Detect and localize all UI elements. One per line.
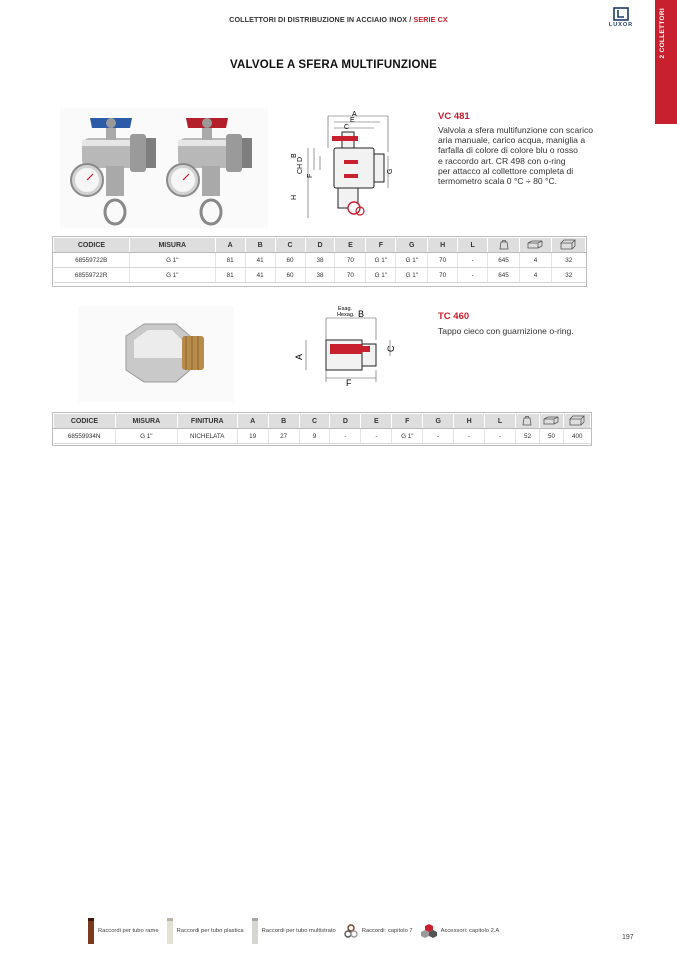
table-cell: G 1": [366, 253, 396, 268]
legend-label: Raccordi: capitolo 7: [361, 928, 413, 934]
table-cell: -: [330, 429, 361, 444]
col-header-box-small: [520, 238, 552, 253]
page-title: VALVOLE A SFERA MULTIFUNZIONE: [229, 59, 438, 71]
col-header-misura: MISURA: [129, 238, 215, 253]
dim-label-ch-d: CH D: [297, 156, 304, 174]
bag-icon: [499, 239, 509, 250]
col-header-misura: MISURA: [115, 414, 177, 429]
col-header-e: E: [335, 238, 366, 253]
table-cell: 60: [275, 253, 305, 268]
multilayer-pipe-icon: [252, 918, 258, 944]
legend-label: Raccordi per tubo rame: [98, 928, 159, 934]
plastic-pipe-icon: [167, 918, 173, 944]
col-header-f: F: [392, 414, 423, 429]
col-header-finitura: FINITURA: [177, 414, 237, 429]
footer-legend: [88, 918, 507, 944]
legend-item-accessories: [421, 924, 500, 938]
fittings-rings-icon: [344, 924, 358, 938]
table-cell: 70: [428, 253, 458, 268]
product1-description-line: farfalla di colore di colore blu o rosso: [438, 145, 578, 156]
legend-item-fittings: [344, 924, 413, 938]
col-header-a: A: [237, 414, 268, 429]
table-cell: -: [423, 429, 454, 444]
table-cell: -: [458, 253, 488, 268]
col-header-l: L: [458, 238, 488, 253]
col-header-codice: CODICE: [54, 238, 130, 253]
table-cell: G 1": [129, 253, 215, 268]
cap-image: [126, 324, 204, 382]
product1-description-line: e raccordo art. CR 498 con o-ring: [438, 155, 566, 166]
dim-label-g: G: [387, 168, 394, 174]
legend-label: Accessori: capitolo 2.A: [440, 928, 500, 934]
table-cell: -: [454, 429, 485, 444]
bag-icon: [522, 415, 532, 426]
table-cell: 52: [516, 429, 540, 444]
hex-label-top: Esag.: [338, 306, 353, 312]
table-row: [54, 253, 586, 268]
dim-label-a: A: [294, 353, 304, 360]
table-row: [54, 429, 591, 444]
col-header-box-large: [551, 238, 585, 253]
col-header-c: C: [299, 414, 330, 429]
table-cell: 38: [305, 268, 335, 283]
table-cell: 68559934N: [54, 429, 116, 444]
col-header-codice: CODICE: [54, 414, 116, 429]
product2-code: TC 460: [438, 311, 470, 322]
table-cell: -: [361, 429, 392, 444]
col-header-c: C: [275, 238, 305, 253]
dim-label-f: F: [346, 378, 352, 388]
table-header-row: [54, 414, 591, 429]
col-header-a: A: [215, 238, 245, 253]
col-header-g: G: [396, 238, 428, 253]
dim-label-h: H: [291, 194, 298, 200]
table-cell: 70: [335, 253, 366, 268]
table-cell: 27: [268, 429, 299, 444]
table-cell: 60: [275, 268, 305, 283]
product1-description: [438, 125, 638, 186]
product1-description-line: per attacco al collettore completa di: [438, 165, 574, 176]
col-header-box-large: [563, 414, 590, 429]
valve-technical-drawing: [288, 108, 410, 228]
table-cell: 41: [245, 268, 275, 283]
product1-description-line: termometro scala 0 °C ÷ 80 °C.: [438, 176, 558, 187]
col-header-bag: [516, 414, 540, 429]
product1-code: VC 481: [438, 111, 470, 122]
dim-label-a: A: [352, 111, 357, 118]
table-cell: 81: [215, 253, 245, 268]
table-cell: 645: [488, 253, 520, 268]
header-title: [0, 15, 677, 24]
table-row: [54, 268, 586, 283]
table-cell: G 1": [115, 429, 177, 444]
box-large-icon: [569, 415, 585, 426]
box-small-icon: [527, 240, 543, 249]
valve-photo: [60, 108, 268, 228]
table-cell: 32: [551, 268, 585, 283]
table-cell: 70: [335, 268, 366, 283]
table-cell: -: [458, 268, 488, 283]
product1-description-line: Valvola a sfera multifunzione con scarico: [438, 125, 594, 135]
table-cell: 41: [245, 253, 275, 268]
col-header-h: H: [428, 238, 458, 253]
blue-valve-image: [71, 118, 156, 224]
copper-pipe-icon: [88, 918, 94, 944]
table-cell: G 1": [396, 268, 428, 283]
col-header-e: E: [361, 414, 392, 429]
col-header-g: G: [423, 414, 454, 429]
legend-item-copper: [88, 918, 159, 944]
table-cell: 38: [305, 253, 335, 268]
brand-name: LUXOR: [608, 22, 634, 28]
table-cell: 70: [428, 268, 458, 283]
page-number: 197: [622, 934, 634, 941]
col-header-bag: [488, 238, 520, 253]
table-cell: 4: [520, 253, 552, 268]
box-small-icon: [543, 416, 559, 425]
table-header-row: [54, 238, 586, 253]
table-cell: 9: [299, 429, 330, 444]
table-cell: G 1": [396, 253, 428, 268]
table-cell: G 1": [129, 268, 215, 283]
col-header-b: B: [268, 414, 299, 429]
product1-description-line: aria manuale, carico acqua, maniglia a: [438, 135, 586, 146]
table-cell: 645: [488, 268, 520, 283]
table-cell: 68559722B: [54, 253, 130, 268]
dim-label-c: C: [344, 124, 350, 131]
dim-label-f: F: [307, 173, 314, 178]
col-header-h: H: [454, 414, 485, 429]
col-header-d: D: [305, 238, 335, 253]
table-cell: 4: [520, 268, 552, 283]
product2-description-line: Tappo cieco con guarnizione o-ring.: [438, 326, 574, 336]
dim-label-b: B: [291, 153, 298, 158]
col-header-l: L: [485, 414, 516, 429]
table-cell: 68559722R: [54, 268, 130, 283]
legend-item-multilayer: [252, 918, 336, 944]
table-cell: G 1": [392, 429, 423, 444]
product2-spec-table: [53, 413, 591, 444]
table-cell: -: [485, 429, 516, 444]
header-title-series: SERIE CX: [413, 15, 448, 24]
legend-item-plastic: [167, 918, 244, 944]
col-header-d: D: [330, 414, 361, 429]
table-cell: NICHELATA: [177, 429, 237, 444]
red-valve-image: [167, 118, 252, 224]
product2-description: [438, 326, 638, 336]
chapter-tab-label: 2 COLLETTORI: [659, 8, 666, 59]
table-cell: 400: [563, 429, 590, 444]
cap-technical-drawing: [290, 304, 406, 390]
brand-logo: [604, 7, 638, 35]
dim-label-c: C: [386, 345, 396, 352]
dim-label-e: E: [350, 117, 355, 124]
product1-spec-table: [53, 237, 586, 283]
table-cell: 19: [237, 429, 268, 444]
table-cell: 50: [539, 429, 563, 444]
header-title-main: COLLETTORI DI DISTRIBUZIONE IN ACCIAIO INOX /: [229, 15, 414, 24]
box-large-icon: [560, 239, 576, 250]
dim-label-b: B: [358, 309, 365, 319]
luxor-logo-icon: [613, 7, 629, 21]
table-cell: 81: [215, 268, 245, 283]
table-cell: 32: [551, 253, 585, 268]
legend-label: Raccordi per tubo multistrato: [261, 928, 336, 934]
col-header-b: B: [245, 238, 275, 253]
accessories-hex-icon: [421, 924, 437, 938]
table-cell: G 1": [366, 268, 396, 283]
col-header-box-small: [539, 414, 563, 429]
hex-label-bottom: Hexag.: [337, 312, 355, 318]
legend-label: Raccordi per tubo plastica: [176, 928, 244, 934]
col-header-f: F: [366, 238, 396, 253]
cap-photo: [78, 306, 234, 402]
